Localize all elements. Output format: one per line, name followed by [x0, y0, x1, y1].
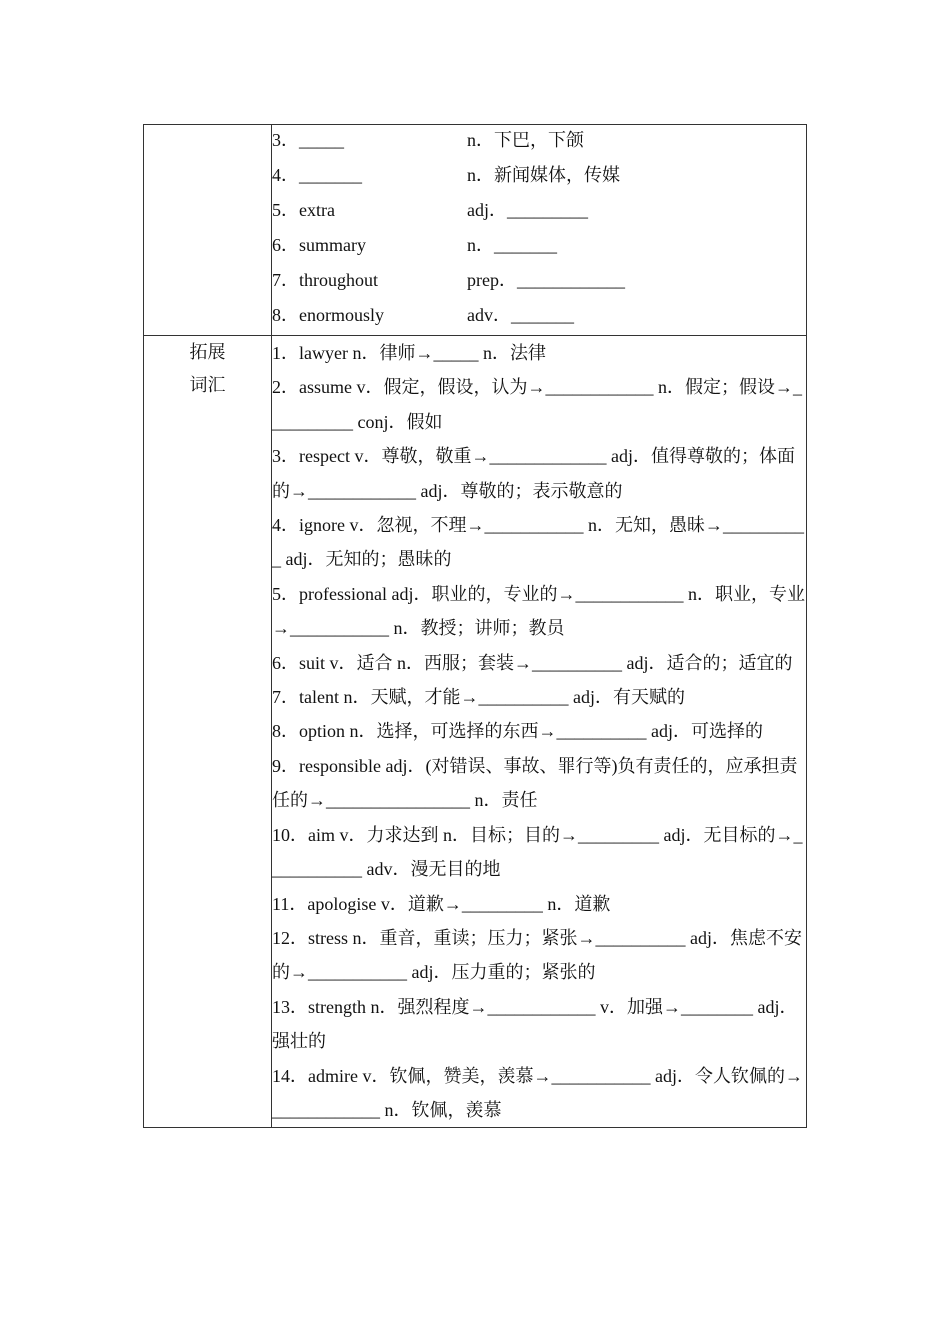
- row1-label-cell: [144, 125, 272, 336]
- vocab-item: 8．option n．选择，可选择的东西→__________ adj．可选择的: [272, 721, 763, 742]
- word-meaning: n．下巴，下颌: [467, 130, 584, 150]
- vocab-item: 9．responsible adj．(对错误、事故、罪行等)负有责任的，应承担责任的→________________ n．责任: [272, 755, 798, 811]
- vocab-item: 4．ignore v．忽视，不理→___________ n．无知，愚昧→__________ adj．无知的；愚昧的: [272, 515, 804, 570]
- vocab-item: 3．respect v．尊敬，敬重→_____________ adj．值得尊敬的；体面的→____________ adj．尊敬的；表示敬意的: [272, 446, 795, 501]
- vocab-item: 12．stress n．重音，重读；压力；紧张→__________ adj．焦虑不安的→___________ adj．压力重的；紧张的: [272, 927, 802, 983]
- vocabulary-table: [143, 124, 807, 1128]
- vocab-item: 2．assume v．假定，假设，认为→____________ n．假定；假设→__________ conj．假如: [272, 377, 802, 432]
- table-row-extended-words: [144, 336, 807, 1128]
- word-pair: [272, 160, 806, 195]
- word-pair: [272, 195, 806, 230]
- word-entry: 8．enormously: [272, 305, 384, 325]
- vocab-item: 5．professional adj．职业的，专业的→____________ n．职业，专业→___________ n．教授；讲师；教员: [272, 583, 805, 639]
- section-label-line1: 拓展: [189, 342, 226, 362]
- word-pair: [272, 230, 806, 265]
- vocab-item: 11．apologise v．道歉→_________ n．道歉: [272, 893, 611, 914]
- word-pair: [272, 125, 806, 160]
- word-entry: 4．_______: [272, 165, 362, 185]
- word-entry: 7．throughout: [272, 270, 378, 290]
- word-pair: [272, 265, 806, 300]
- vocab-item: 10．aim v．力求达到 n．目标；目的→_________ adj．无目标的→___________ adv．漫无目的地: [272, 824, 803, 880]
- vocab-item: 1．lawyer n．律师→_____ n．法律: [272, 343, 546, 363]
- word-meaning: n．新闻媒体，传媒: [467, 165, 620, 185]
- row2-label-cell: [144, 336, 272, 1128]
- table-row-core-words: [144, 125, 807, 336]
- vocab-item: 14．admire v．钦佩，赞美，羡慕→___________ adj．令人钦佩的→____________ n．钦佩，羡慕: [272, 1065, 803, 1120]
- word-meaning: adv．_______: [467, 305, 574, 325]
- vocab-item: 6．suit v．适合 n．西服；套装→__________ adj．适合的；适宜的: [272, 652, 793, 673]
- vocab-item: 7．talent n．天赋，才能→__________ adj．有天赋的: [272, 687, 685, 708]
- vocab-item: 13．strength n．强烈程度→____________ v．加强→________ adj．强壮的: [272, 996, 798, 1052]
- word-pair: [272, 300, 806, 335]
- word-entry: 3．_____: [272, 130, 344, 150]
- row1-content-cell: [272, 125, 807, 336]
- section-label-line2: 词汇: [189, 375, 226, 395]
- word-entry: 6．summary: [272, 235, 366, 255]
- word-meaning: n．_______: [467, 235, 557, 255]
- word-meaning: adj．_________: [467, 200, 588, 220]
- row2-content-cell: [272, 336, 807, 1128]
- word-entry: 5．extra: [272, 200, 335, 220]
- word-meaning: prep．____________: [467, 270, 625, 290]
